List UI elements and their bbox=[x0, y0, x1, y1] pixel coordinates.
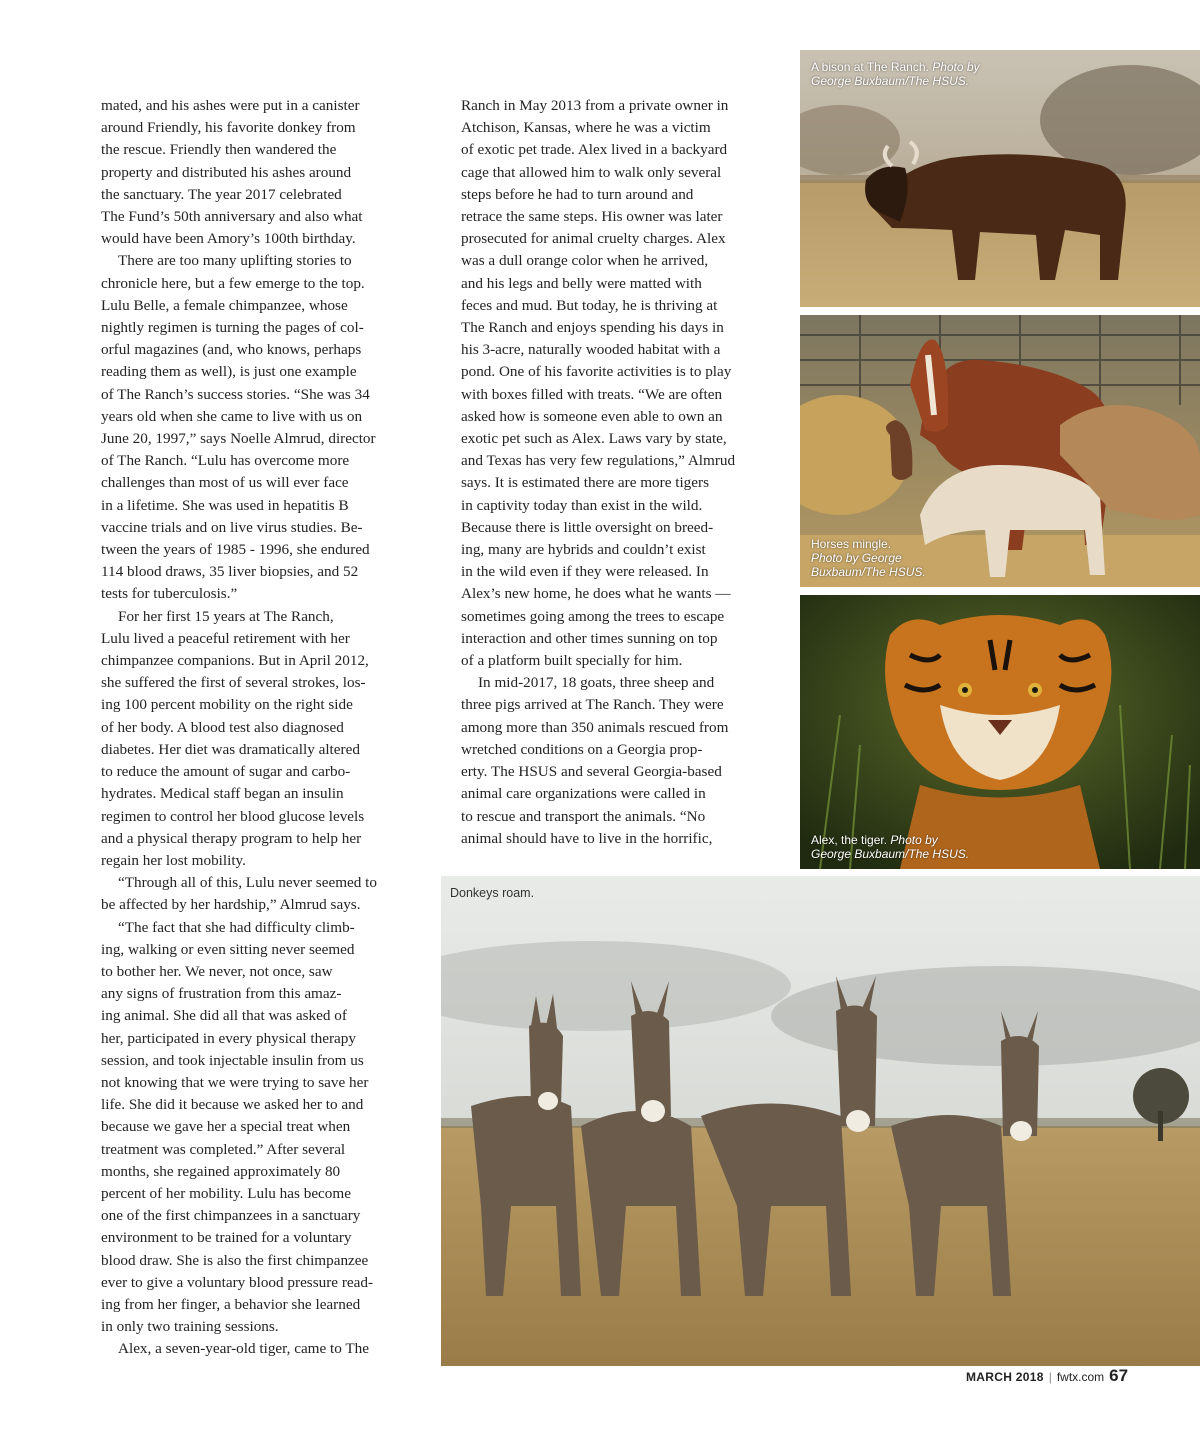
text-line: feces and mud. But today, he is thriving at bbox=[461, 296, 718, 314]
tiger-caption: Alex, the tiger. Photo by George Buxbaum/The HSUS. bbox=[811, 833, 970, 861]
bison-photo bbox=[800, 50, 1200, 307]
text-line: regimen to control her blood glucose levels bbox=[101, 807, 365, 825]
text-line: The Ranch and enjoys spending his days in bbox=[461, 319, 724, 337]
text-line: blood draw. She is also the first chimpanzee bbox=[101, 1251, 369, 1269]
text-line: Lulu Belle, a female chimpanzee, whose bbox=[101, 296, 348, 314]
text-line: life. She did it because we asked her to and bbox=[101, 1096, 364, 1114]
text-line: to rescue and transport the animals. “No bbox=[461, 807, 706, 825]
horses-caption: Horses mingle. Photo by George Buxbaum/The HSUS. bbox=[811, 537, 926, 579]
text-line: to reduce the amount of sugar and carbo- bbox=[101, 763, 351, 781]
article-column-1 bbox=[101, 95, 416, 1361]
text-line: of exotic pet trade. Alex lived in a backyard bbox=[461, 141, 728, 159]
article-paragraph bbox=[101, 1338, 416, 1360]
text-line: regain her lost mobility. bbox=[101, 851, 246, 869]
text-line: prosecuted for animal cruelty charges. Alex bbox=[461, 230, 726, 248]
article-paragraph bbox=[101, 917, 416, 1339]
text-line: was a dull orange color when he arrived, bbox=[461, 252, 709, 270]
text-line: ing 100 percent mobility on the right side bbox=[101, 696, 353, 714]
text-line: property and distributed his ashes around bbox=[101, 163, 352, 181]
text-line: exotic pet such as Alex. Laws vary by state, bbox=[461, 430, 727, 448]
text-line: months, she regained approximately 80 bbox=[101, 1162, 341, 1180]
text-line: tests for tuberculosis.” bbox=[101, 585, 238, 603]
text-line: of her body. A blood test also diagnosed bbox=[101, 718, 344, 736]
text-line: years old when she came to live with us on bbox=[101, 407, 363, 425]
page-footer bbox=[966, 1366, 1128, 1386]
text-line: she suffered the first of several strokes, los- bbox=[101, 674, 366, 692]
text-line: Alex’s new home, he does what he wants — bbox=[461, 585, 731, 603]
bison-caption: A bison at The Ranch. Photo by George Buxbaum/The HSUS. bbox=[811, 60, 980, 88]
text-line: diabetes. Her diet was dramatically altered bbox=[101, 740, 360, 758]
bison-image bbox=[800, 50, 1200, 307]
text-line: pond. One of his favorite activities is to play bbox=[461, 363, 732, 381]
text-line: asked how is someone even able to own an bbox=[461, 407, 723, 425]
text-line: vaccine trials and on live virus studies. Be- bbox=[101, 518, 363, 536]
text-line: challenges than most of us will ever face bbox=[101, 474, 349, 492]
donkeys-image bbox=[441, 876, 1200, 1366]
article-paragraph bbox=[101, 95, 416, 250]
horses-photo bbox=[800, 315, 1200, 587]
text-line: “Through all of this, Lulu never seemed to bbox=[118, 874, 377, 892]
page-number: 67 bbox=[1109, 1366, 1129, 1385]
text-line: steps before he had to turn around and bbox=[461, 185, 694, 203]
text-line: reading them as well), is just one example bbox=[101, 363, 357, 381]
text-line: Alex, a seven-year-old tiger, came to The bbox=[118, 1340, 369, 1358]
text-line: The Fund’s 50th anniversary and also what bbox=[101, 208, 363, 226]
text-line: and his legs and belly were matted with bbox=[461, 274, 702, 292]
tiger-image bbox=[800, 595, 1200, 869]
donkeys-photo bbox=[441, 876, 1200, 1366]
text-line: in only two training sessions. bbox=[101, 1318, 279, 1336]
text-line: ing from her finger, a behavior she learned bbox=[101, 1295, 361, 1313]
text-line: and a physical therapy program to help her bbox=[101, 829, 362, 847]
donkeys-caption: Donkeys roam. bbox=[450, 886, 535, 900]
text-line: mated, and his ashes were put in a canister bbox=[101, 97, 360, 114]
text-line: of The Ranch’s success stories. “She was 34 bbox=[101, 385, 370, 403]
text-line: in captivity today than exist in the wild. bbox=[461, 496, 703, 514]
text-line: For her first 15 years at The Ranch, bbox=[118, 607, 334, 625]
tiger-photo bbox=[800, 595, 1200, 869]
text-line: her, participated in every physical therapy bbox=[101, 1029, 356, 1047]
text-line: not knowing that we were trying to save her bbox=[101, 1073, 369, 1091]
text-line: retrace the same steps. His owner was later bbox=[461, 208, 723, 226]
article-paragraph bbox=[101, 872, 416, 916]
article-paragraph bbox=[461, 672, 779, 850]
text-line: session, and took injectable insulin from us bbox=[101, 1051, 364, 1069]
article-paragraph bbox=[461, 95, 779, 672]
text-line: Ranch in May 2013 from a private owner in bbox=[461, 97, 729, 114]
text-line: environment to be trained for a voluntary bbox=[101, 1229, 352, 1247]
footer-month: MARCH 2018 bbox=[966, 1370, 1044, 1384]
text-line: 114 blood draws, 35 liver biopsies, and 52 bbox=[101, 563, 359, 581]
text-line: chronicle here, but a few emerge to the top. bbox=[101, 274, 365, 292]
text-line: In mid-2017, 18 goats, three sheep and bbox=[478, 674, 715, 692]
text-line: ing animal. She did all that was asked of bbox=[101, 1007, 347, 1025]
text-line: cage that allowed him to walk only several bbox=[461, 163, 722, 181]
text-line: the sanctuary. The year 2017 celebrated bbox=[101, 185, 342, 203]
footer-separator: | bbox=[1048, 1370, 1052, 1384]
article-paragraph bbox=[101, 606, 416, 872]
text-line: tween the years of 1985 - 1996, she endured bbox=[101, 541, 370, 559]
text-line: with boxes filled with treats. “We are often bbox=[461, 385, 723, 403]
text-line: around Friendly, his favorite donkey from bbox=[101, 119, 356, 137]
text-line: says. It is estimated there are more tigers bbox=[461, 474, 709, 492]
text-line: three pigs arrived at The Ranch. They were bbox=[461, 696, 724, 714]
text-line: be affected by her hardship,” Almrud says. bbox=[101, 896, 361, 914]
text-line: the rescue. Friendly then wandered the bbox=[101, 141, 337, 159]
text-line: erty. The HSUS and several Georgia-based bbox=[461, 763, 722, 781]
text-line: orful magazines (and, who knows, perhaps bbox=[101, 341, 362, 359]
text-line: among more than 350 animals rescued from bbox=[461, 718, 729, 736]
text-line: animal should have to live in the horrific, bbox=[461, 829, 713, 847]
footer-site: fwtx.com bbox=[1056, 1370, 1105, 1384]
text-line: nightly regimen is turning the pages of col- bbox=[101, 319, 364, 337]
text-line: percent of her mobility. Lulu has become bbox=[101, 1184, 351, 1202]
text-line: interaction and other times sunning on top bbox=[461, 629, 718, 647]
text-line: chimpanzee companions. But in April 2012, bbox=[101, 652, 369, 670]
text-line: treatment was completed.” After several bbox=[101, 1140, 346, 1158]
text-line: Because there is little oversight on breed- bbox=[461, 518, 714, 536]
text-line: his 3-acre, naturally wooded habitat with a bbox=[461, 341, 721, 359]
text-line: in the wild even if they were released. In bbox=[461, 563, 709, 581]
text-line: ever to give a voluntary blood pressure read- bbox=[101, 1273, 374, 1291]
text-line: “The fact that she had difficulty climb- bbox=[118, 918, 355, 936]
text-line: ing, walking or even sitting never seemed bbox=[101, 940, 355, 958]
text-line: There are too many uplifting stories to bbox=[118, 252, 352, 270]
text-line: one of the first chimpanzees in a sanctuary bbox=[101, 1207, 361, 1225]
article-paragraph bbox=[101, 250, 416, 605]
text-line: of a platform built specially for him. bbox=[461, 652, 683, 670]
text-line: in a lifetime. She was used in hepatitis B bbox=[101, 496, 349, 514]
text-line: ing, many are hybrids and couldn’t exist bbox=[461, 541, 706, 559]
article-column-2 bbox=[461, 95, 779, 850]
text-line: wretched conditions on a Georgia prop- bbox=[461, 740, 703, 758]
text-line: animal care organizations were called in bbox=[461, 785, 706, 803]
text-line: because we gave her a special treat when bbox=[101, 1118, 351, 1136]
text-line: would have been Amory’s 100th birthday. bbox=[101, 230, 356, 248]
text-line: of The Ranch. “Lulu has overcome more bbox=[101, 452, 350, 470]
text-line: June 20, 1997,” says Noelle Almrud, director bbox=[101, 430, 376, 448]
text-line: hydrates. Medical staff began an insulin bbox=[101, 785, 344, 803]
text-line: to bother her. We never, not once, saw bbox=[101, 962, 333, 980]
text-line: Atchison, Kansas, where he was a victim bbox=[461, 119, 711, 137]
text-line: sometimes going among the trees to escape bbox=[461, 607, 725, 625]
text-line: Lulu lived a peaceful retirement with her bbox=[101, 629, 350, 647]
text-line: any signs of frustration from this amaz- bbox=[101, 985, 342, 1003]
text-line: and Texas has very few regulations,” Almrud bbox=[461, 452, 736, 470]
